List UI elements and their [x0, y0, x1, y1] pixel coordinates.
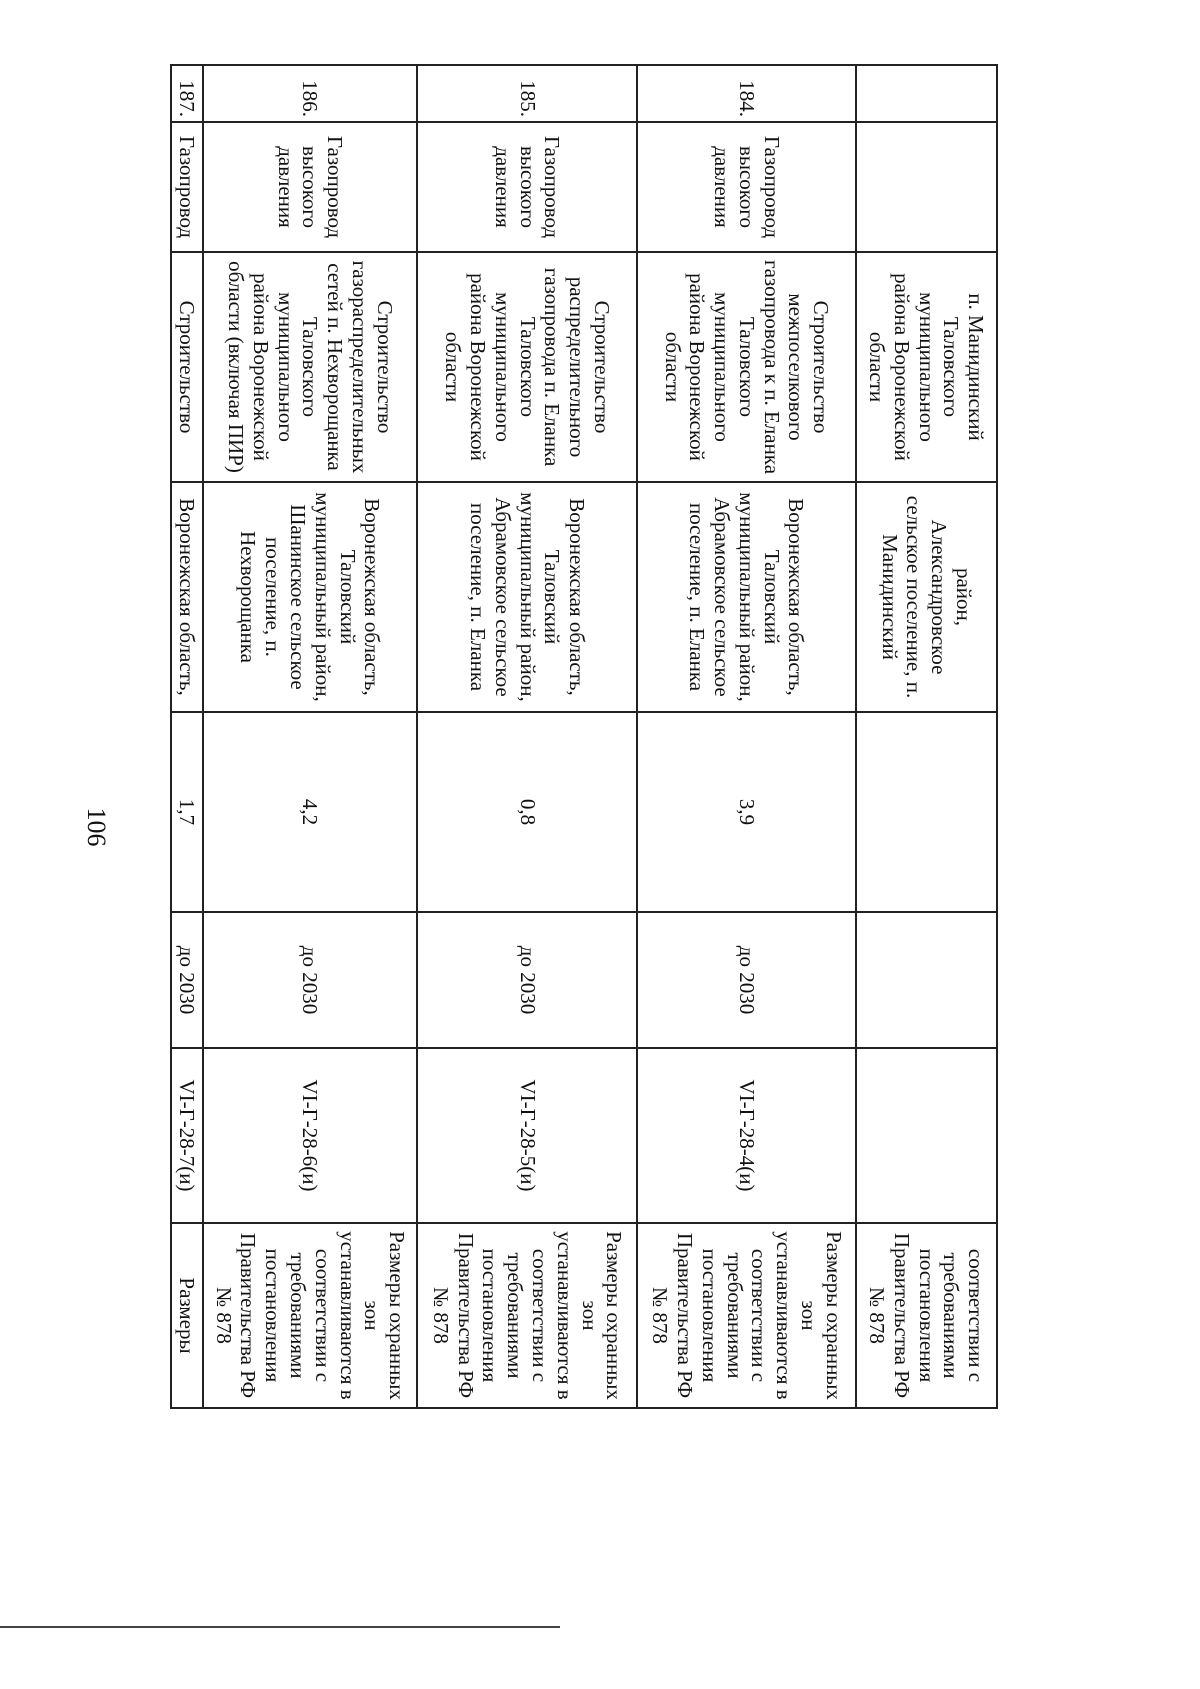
- row-number: 184.: [637, 65, 855, 122]
- table-wrapper: [170, 64, 998, 1407]
- object-code: [856, 1048, 997, 1223]
- page-number: 106: [82, 807, 111, 847]
- object-zone: Размеры охранных зон устанавливаются в соответствии с требованиями постановления Правительства РФ № 878: [637, 1223, 855, 1408]
- object-type: Газопровод высокого давления: [417, 122, 637, 252]
- object-location: Воронежская область, Таловский муниципальный район, Абрамовское сельское поселение, п. Еланка: [637, 482, 855, 712]
- object-length: 0,8: [417, 712, 637, 912]
- object-term: до 2030: [637, 912, 855, 1048]
- object-zone: Размеры охранных зон устанавливаются в соответствии с требованиями постановления Правительства РФ № 878: [203, 1223, 417, 1408]
- object-length: [856, 712, 997, 912]
- object-location: Воронежская область,: [171, 482, 203, 712]
- object-zone: Размеры охранных зон устанавливаются в соответствии с требованиями постановления Правительства РФ № 878: [417, 1223, 637, 1408]
- object-type: Газопровод: [171, 122, 203, 252]
- object-location: Воронежская область, Таловский муниципальный район, Абрамовское сельское поселение, п. Еланка: [417, 482, 637, 712]
- object-code: VI-Г-28-4(и): [637, 1048, 855, 1223]
- object-name: Строительство: [171, 252, 203, 482]
- object-location: Воронежская область, Таловский муниципальный район, Шанинское сельское поселение, п. Нехворощанка: [203, 482, 417, 712]
- table-row: [856, 65, 997, 1408]
- object-term: до 2030: [417, 912, 637, 1048]
- object-name: п. Манидинский Таловского муниципального района Воронежской области: [856, 252, 997, 482]
- object-term: [856, 912, 997, 1048]
- object-term: до 2030: [171, 912, 203, 1048]
- object-length: 3,9: [637, 712, 855, 912]
- object-code: VI-Г-28-7(и): [171, 1048, 203, 1223]
- row-number: 187.: [171, 65, 203, 122]
- object-type: [856, 122, 997, 252]
- row-number: 185.: [417, 65, 637, 122]
- object-type: Газопровод высокого давления: [637, 122, 855, 252]
- table-row: [203, 65, 417, 1408]
- table-row: [171, 65, 203, 1408]
- table-row: [417, 65, 637, 1408]
- object-code: VI-Г-28-6(и): [203, 1048, 417, 1223]
- object-code: VI-Г-28-5(и): [417, 1048, 637, 1223]
- object-name: Строительство распределительного газопровода п. Еланка Таловского муниципального района Воронежской области: [417, 252, 637, 482]
- object-term: до 2030: [203, 912, 417, 1048]
- table-row: [637, 65, 855, 1408]
- scan-edge-line: [0, 1626, 560, 1628]
- row-number: 186.: [203, 65, 417, 122]
- objects-table: [170, 64, 998, 1409]
- object-zone: Размеры: [171, 1223, 203, 1408]
- object-length: 1,7: [171, 712, 203, 912]
- object-location: район, Александровское сельское поселение, п. Манидинский: [856, 482, 997, 712]
- object-zone: соответствии с требованиями постановления Правительства РФ № 878: [856, 1223, 997, 1408]
- row-number: [856, 65, 997, 122]
- object-name: Строительство газораспределительных сетей п. Нехворощанка Таловского муниципального района Воронежской области (включая ПИР): [203, 252, 417, 482]
- object-type: Газопровод высокого давления: [203, 122, 417, 252]
- object-name: Строительство межпоселкового газопровода к п. Еланка Таловского муниципального района Воронежской области: [637, 252, 855, 482]
- object-length: 4,2: [203, 712, 417, 912]
